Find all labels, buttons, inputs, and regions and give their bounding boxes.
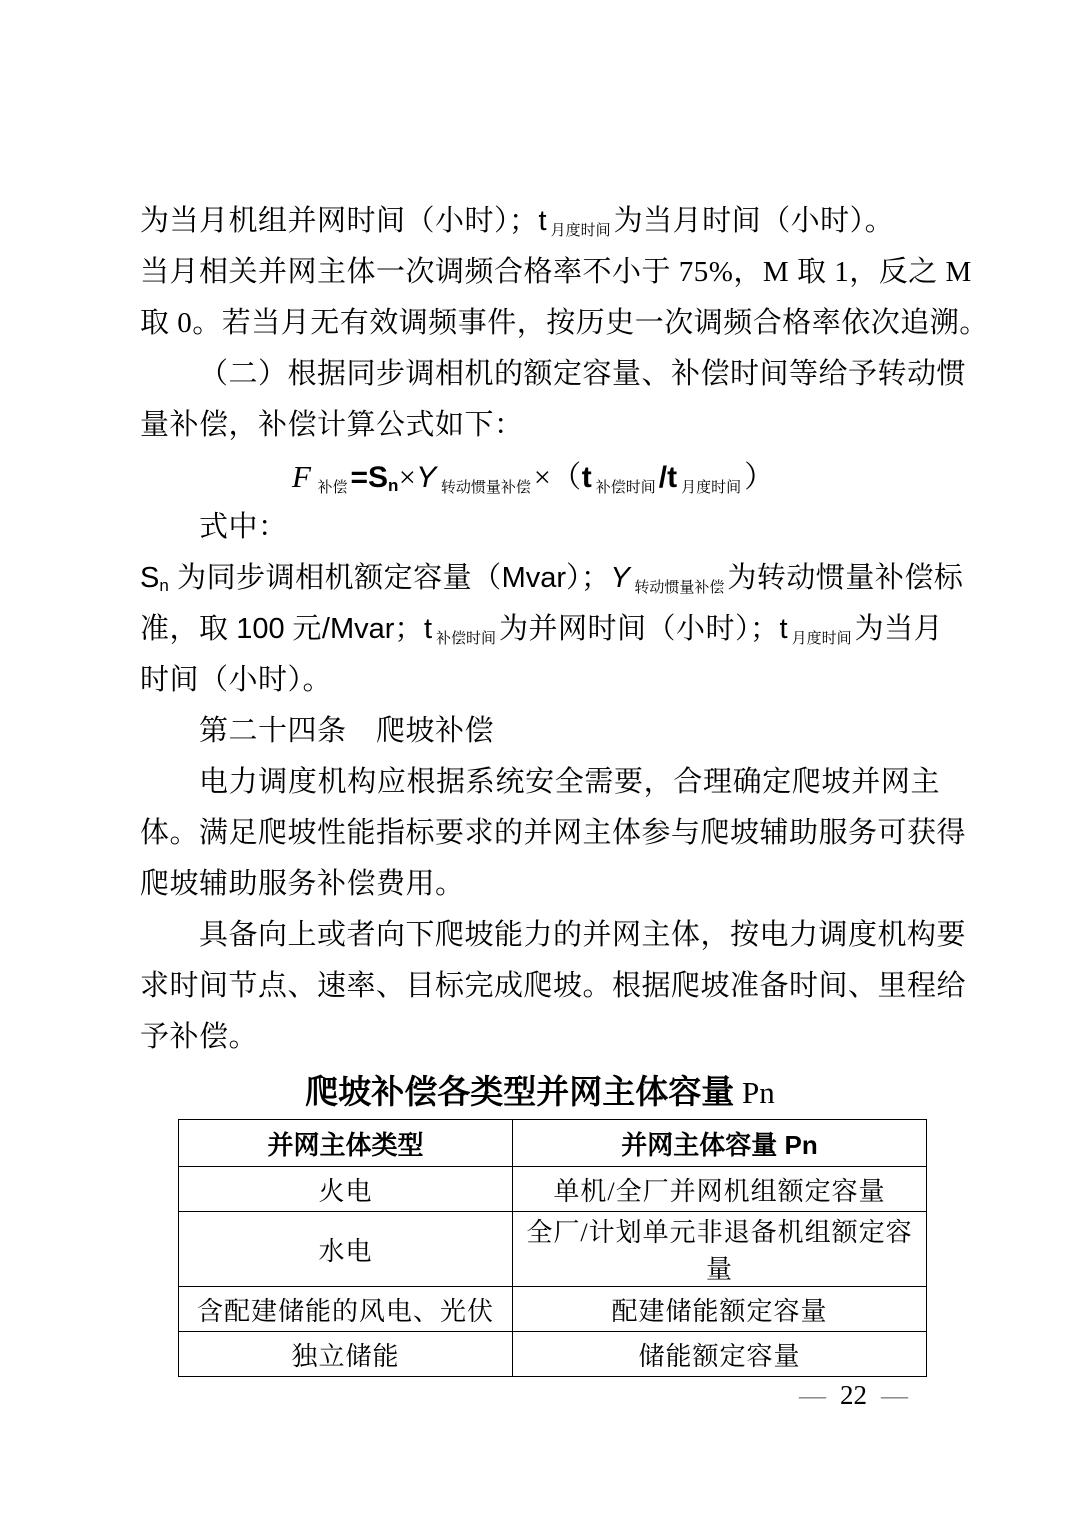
text-line: （二）根据同步调相机的额定容量、补偿时间等给予转动惯 bbox=[199, 358, 967, 390]
table-cell: 独立储能 bbox=[179, 1332, 513, 1377]
table-cell: 水电 bbox=[179, 1212, 513, 1287]
text-line: Sn 为同步调相机额定容量（Mvar）；Y $_{转动惯量补偿}$ 为转动惯量补偿标 bbox=[140, 562, 964, 596]
table-row bbox=[179, 1287, 927, 1332]
text-line: 予补偿。 bbox=[140, 1021, 259, 1053]
table-header-cell: 并网主体类型 bbox=[179, 1120, 513, 1167]
text-line: 时间（小时）。 bbox=[140, 664, 333, 696]
text-line: 具备向上或者向下爬坡能力的并网主体，按电力调度机构要 bbox=[199, 919, 967, 951]
table-title-symbol: Pn bbox=[734, 1075, 775, 1110]
table-cell: 储能额定容量 bbox=[513, 1332, 927, 1377]
document-text bbox=[140, 196, 989, 1063]
text-line: 量补偿，补偿计算公式如下： bbox=[140, 409, 524, 441]
page-number-value: 22 bbox=[840, 1380, 867, 1410]
table-cell: 配建储能额定容量 bbox=[513, 1287, 927, 1332]
text-line: 取 0。若当月无有效调频事件，按历史一次调频合格率依次追溯。 bbox=[140, 307, 989, 339]
capacity-table bbox=[178, 1119, 927, 1377]
table-row bbox=[179, 1167, 927, 1212]
text-line: 式中： bbox=[199, 511, 288, 543]
article-24-heading: 第二十四条 爬坡补偿 bbox=[199, 715, 495, 747]
table-title-chinese: 爬坡补偿各类型并网主体容量 bbox=[305, 1073, 735, 1110]
text-line: 求时间节点、速率、目标完成爬坡。根据爬坡准备时间、里程给 bbox=[140, 970, 967, 1002]
table-row bbox=[179, 1212, 927, 1287]
text-line: 电力调度机构应根据系统安全需要，合理确定爬坡并网主 bbox=[199, 766, 940, 798]
page-number-dash-left: — bbox=[799, 1380, 826, 1410]
page-number bbox=[785, 1378, 922, 1412]
table-cell: 火电 bbox=[179, 1167, 513, 1212]
table-cell: 全厂/计划单元非退备机组额定容量 bbox=[513, 1212, 927, 1287]
compensation-formula: F $_{补偿}$ =Sn×Y $_{转动惯量补偿}$ ×（t $_{补偿时间}$ /t $_{月度时间}$ ） bbox=[292, 459, 775, 496]
table-body bbox=[179, 1167, 927, 1377]
text-line: 当月相关并网主体一次调频合格率不小于 75%，M 取 1，反之 M bbox=[140, 256, 972, 288]
text-line: 体。满足爬坡性能指标要求的并网主体参与爬坡辅助服务可获得 bbox=[140, 817, 967, 849]
text-line: 准，取 100 元/Mvar；t $_{补偿时间}$ 为并网时间（小时）；t $_{月度时间}$ 为当月 bbox=[140, 613, 944, 647]
table-header-row bbox=[179, 1120, 927, 1167]
page-number-dash-right: — bbox=[881, 1380, 908, 1410]
table-cell: 含配建储能的风电、光伏 bbox=[179, 1287, 513, 1332]
table-row bbox=[179, 1332, 927, 1377]
text-line: 爬坡辅助服务补偿费用。 bbox=[140, 868, 465, 900]
table-cell: 单机/全厂并网机组额定容量 bbox=[513, 1167, 927, 1212]
table-title bbox=[140, 1069, 940, 1115]
text-line: 为当月机组并网时间（小时）；t $_{月度时间}$ 为当月时间（小时）。 bbox=[140, 205, 895, 239]
table-header-cell: 并网主体容量 Pn bbox=[513, 1120, 927, 1167]
